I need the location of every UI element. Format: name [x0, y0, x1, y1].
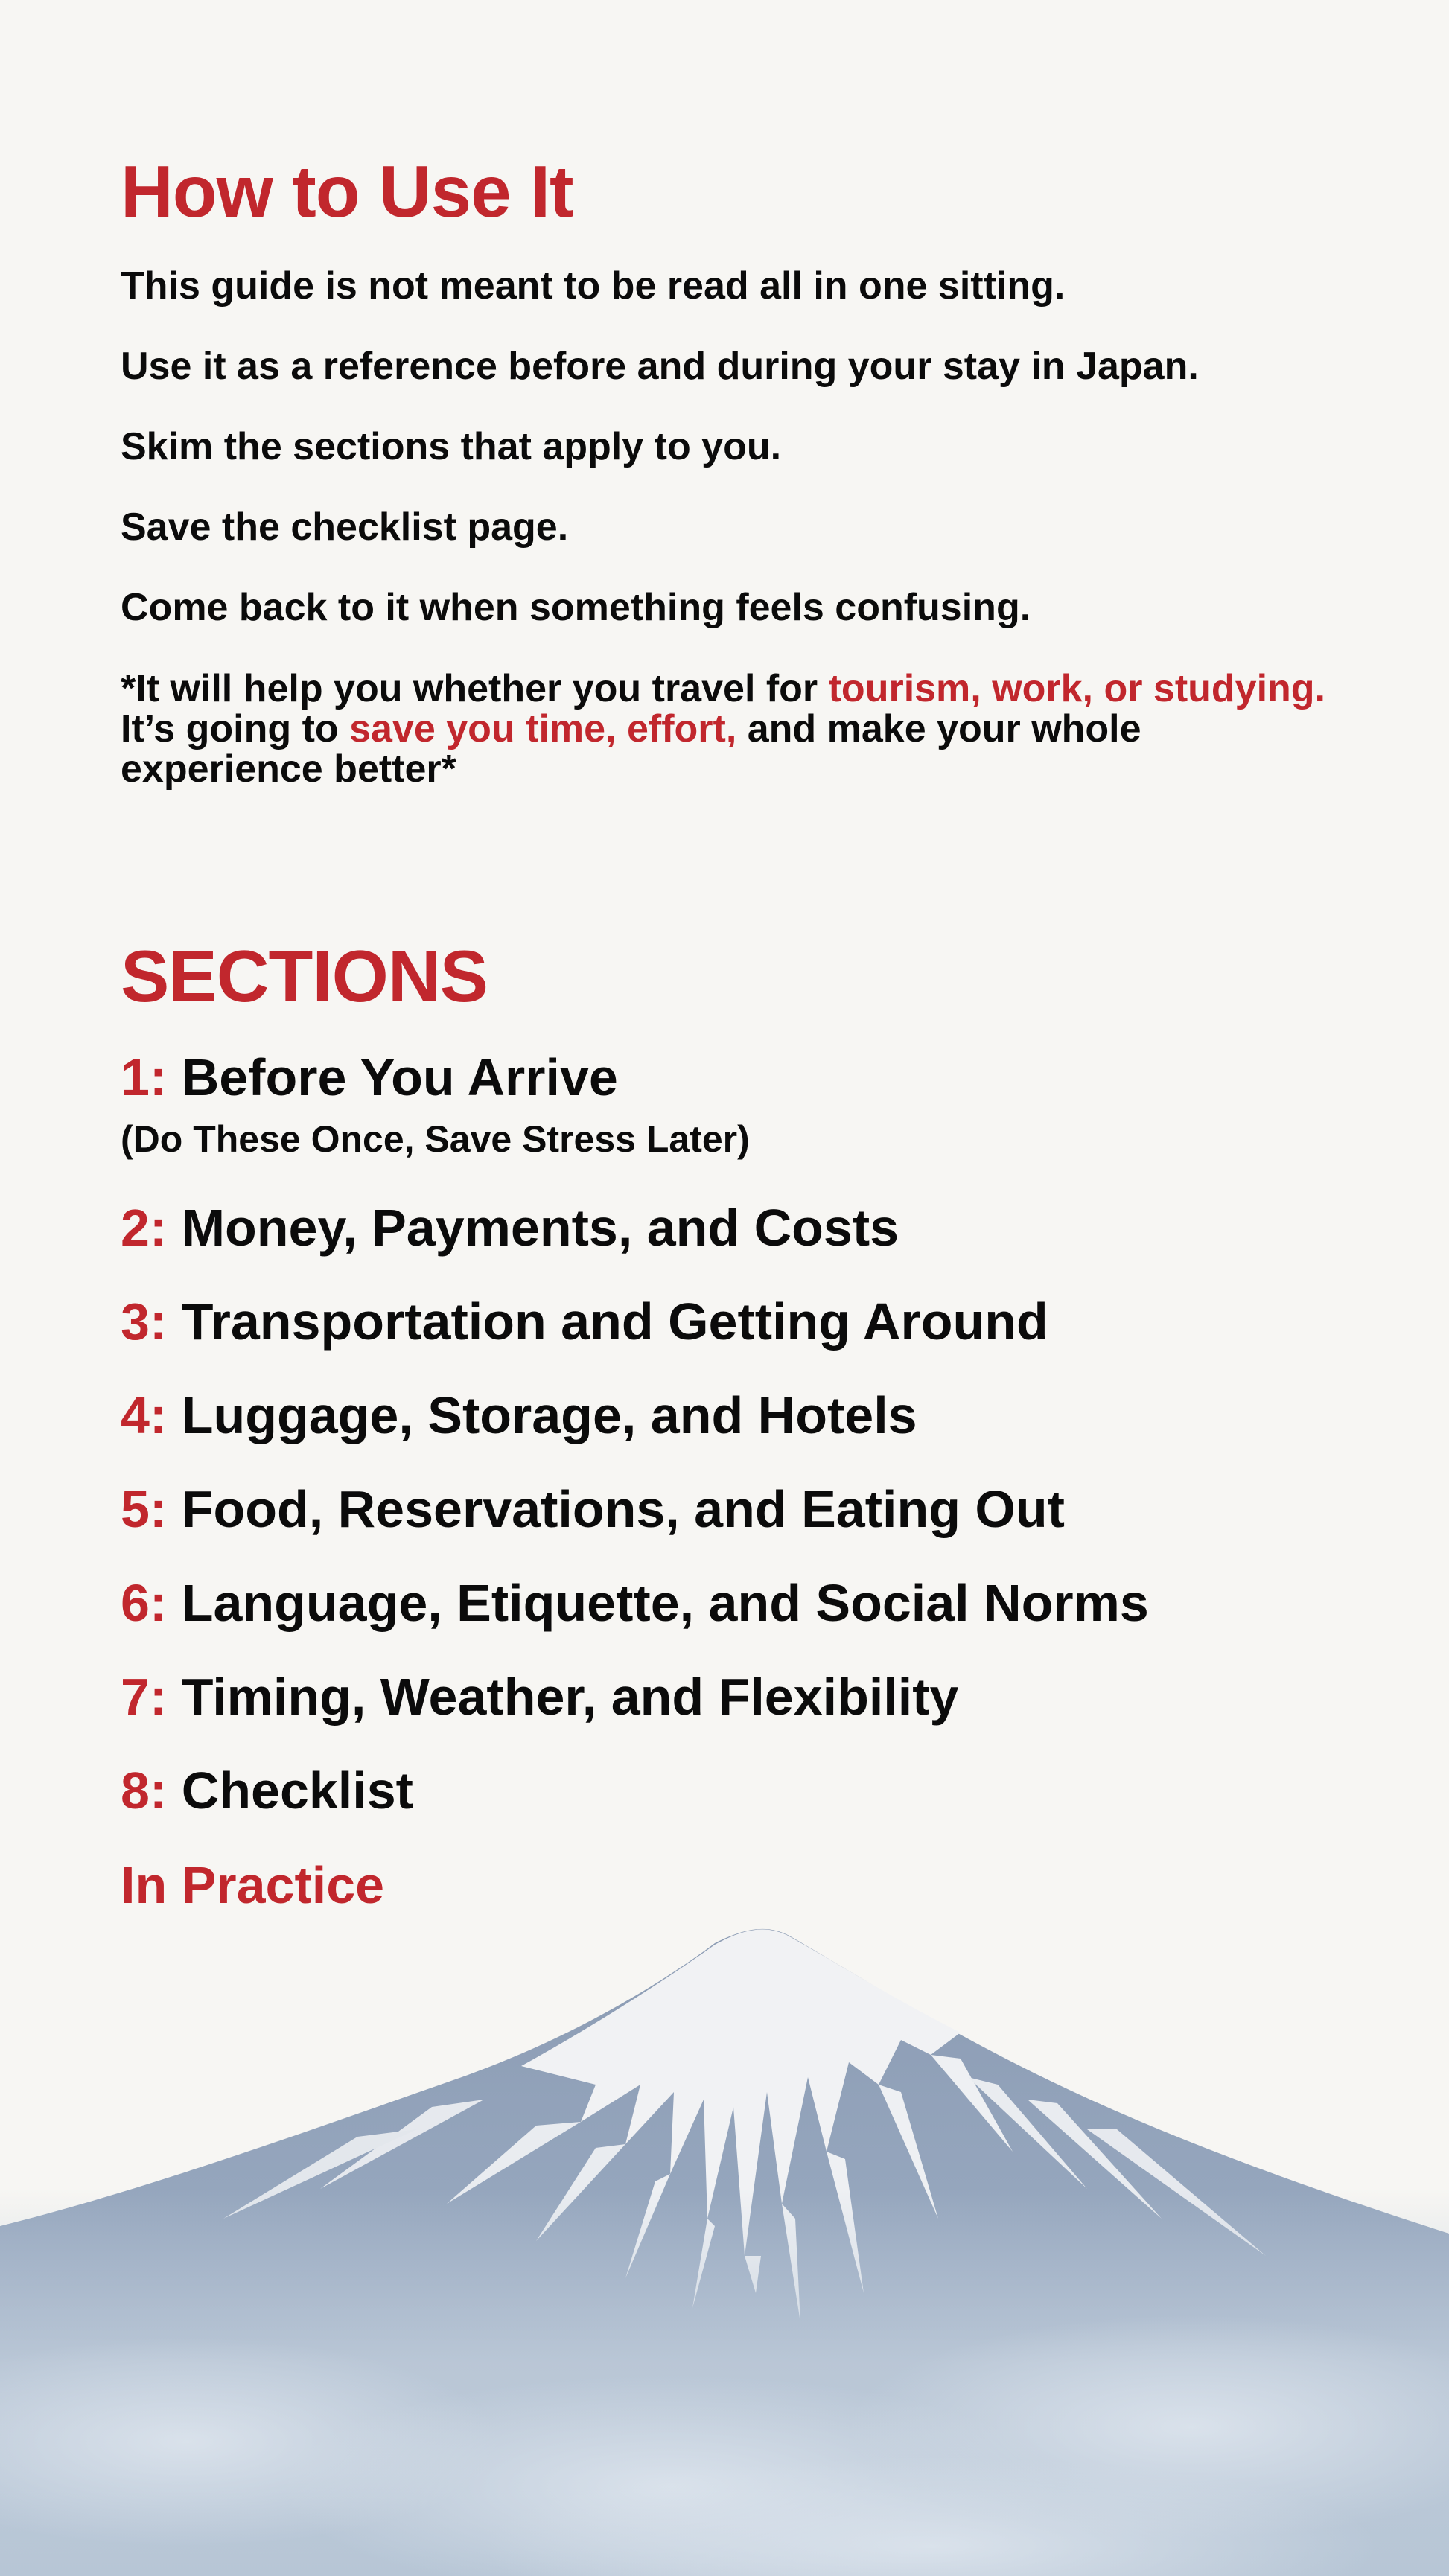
note-text-2: It’s going to	[121, 707, 350, 750]
section-number: 3:	[121, 1292, 168, 1351]
section-item-3	[121, 1292, 1048, 1351]
usage-line-4: Save the checklist page.	[121, 506, 569, 549]
section-number: 4:	[121, 1386, 168, 1444]
section-item-5	[121, 1480, 1065, 1538]
section-number: 7:	[121, 1668, 168, 1726]
section-label: Money, Payments, and Costs	[181, 1199, 899, 1257]
usage-note	[121, 669, 1342, 789]
section-label: Luggage, Storage, and Hotels	[181, 1386, 917, 1444]
sections-heading: SECTIONS	[121, 935, 488, 1017]
section-number: 6:	[121, 1574, 168, 1632]
usage-line-2: Use it as a reference before and during your stay in Japan.	[121, 345, 1199, 388]
usage-line-1: This guide is not meant to be read all in one sitting.	[121, 264, 1066, 307]
section-label: Before You Arrive	[181, 1048, 618, 1106]
section-number: 8:	[121, 1762, 168, 1820]
usage-line-5: Come back to it when something feels confusing.	[121, 586, 1031, 629]
section-number: 1:	[121, 1048, 168, 1106]
section-number: 2:	[121, 1199, 168, 1257]
section-item-4	[121, 1386, 917, 1444]
section-item-8	[121, 1762, 413, 1820]
in-practice-heading: In Practice	[121, 1856, 385, 1914]
how-to-use-heading: How to Use It	[121, 150, 573, 232]
snowcapped-mountain-icon	[0, 1906, 1449, 2576]
section-item-2	[121, 1199, 899, 1257]
note-text-3: and make your whole experience better*	[121, 707, 1141, 791]
section-label: Checklist	[181, 1762, 413, 1820]
section-number: 5:	[121, 1480, 168, 1538]
section-item-1	[121, 1048, 618, 1106]
section-1-subtitle: (Do These Once, Save Stress Later)	[121, 1118, 750, 1160]
section-label: Transportation and Getting Around	[181, 1292, 1048, 1351]
usage-line-3: Skim the sections that apply to you.	[121, 425, 782, 468]
section-item-7	[121, 1668, 959, 1726]
note-highlight-benefits: save you time, effort,	[349, 707, 737, 750]
section-label: Language, Etiquette, and Social Norms	[181, 1574, 1149, 1632]
note-highlight-purposes: tourism, work, or studying.	[828, 667, 1326, 710]
section-item-6	[121, 1574, 1149, 1632]
note-text-1: *It will help you whether you travel for	[121, 667, 829, 710]
section-label: Food, Reservations, and Eating Out	[181, 1480, 1065, 1538]
section-label: Timing, Weather, and Flexibility	[181, 1668, 959, 1726]
